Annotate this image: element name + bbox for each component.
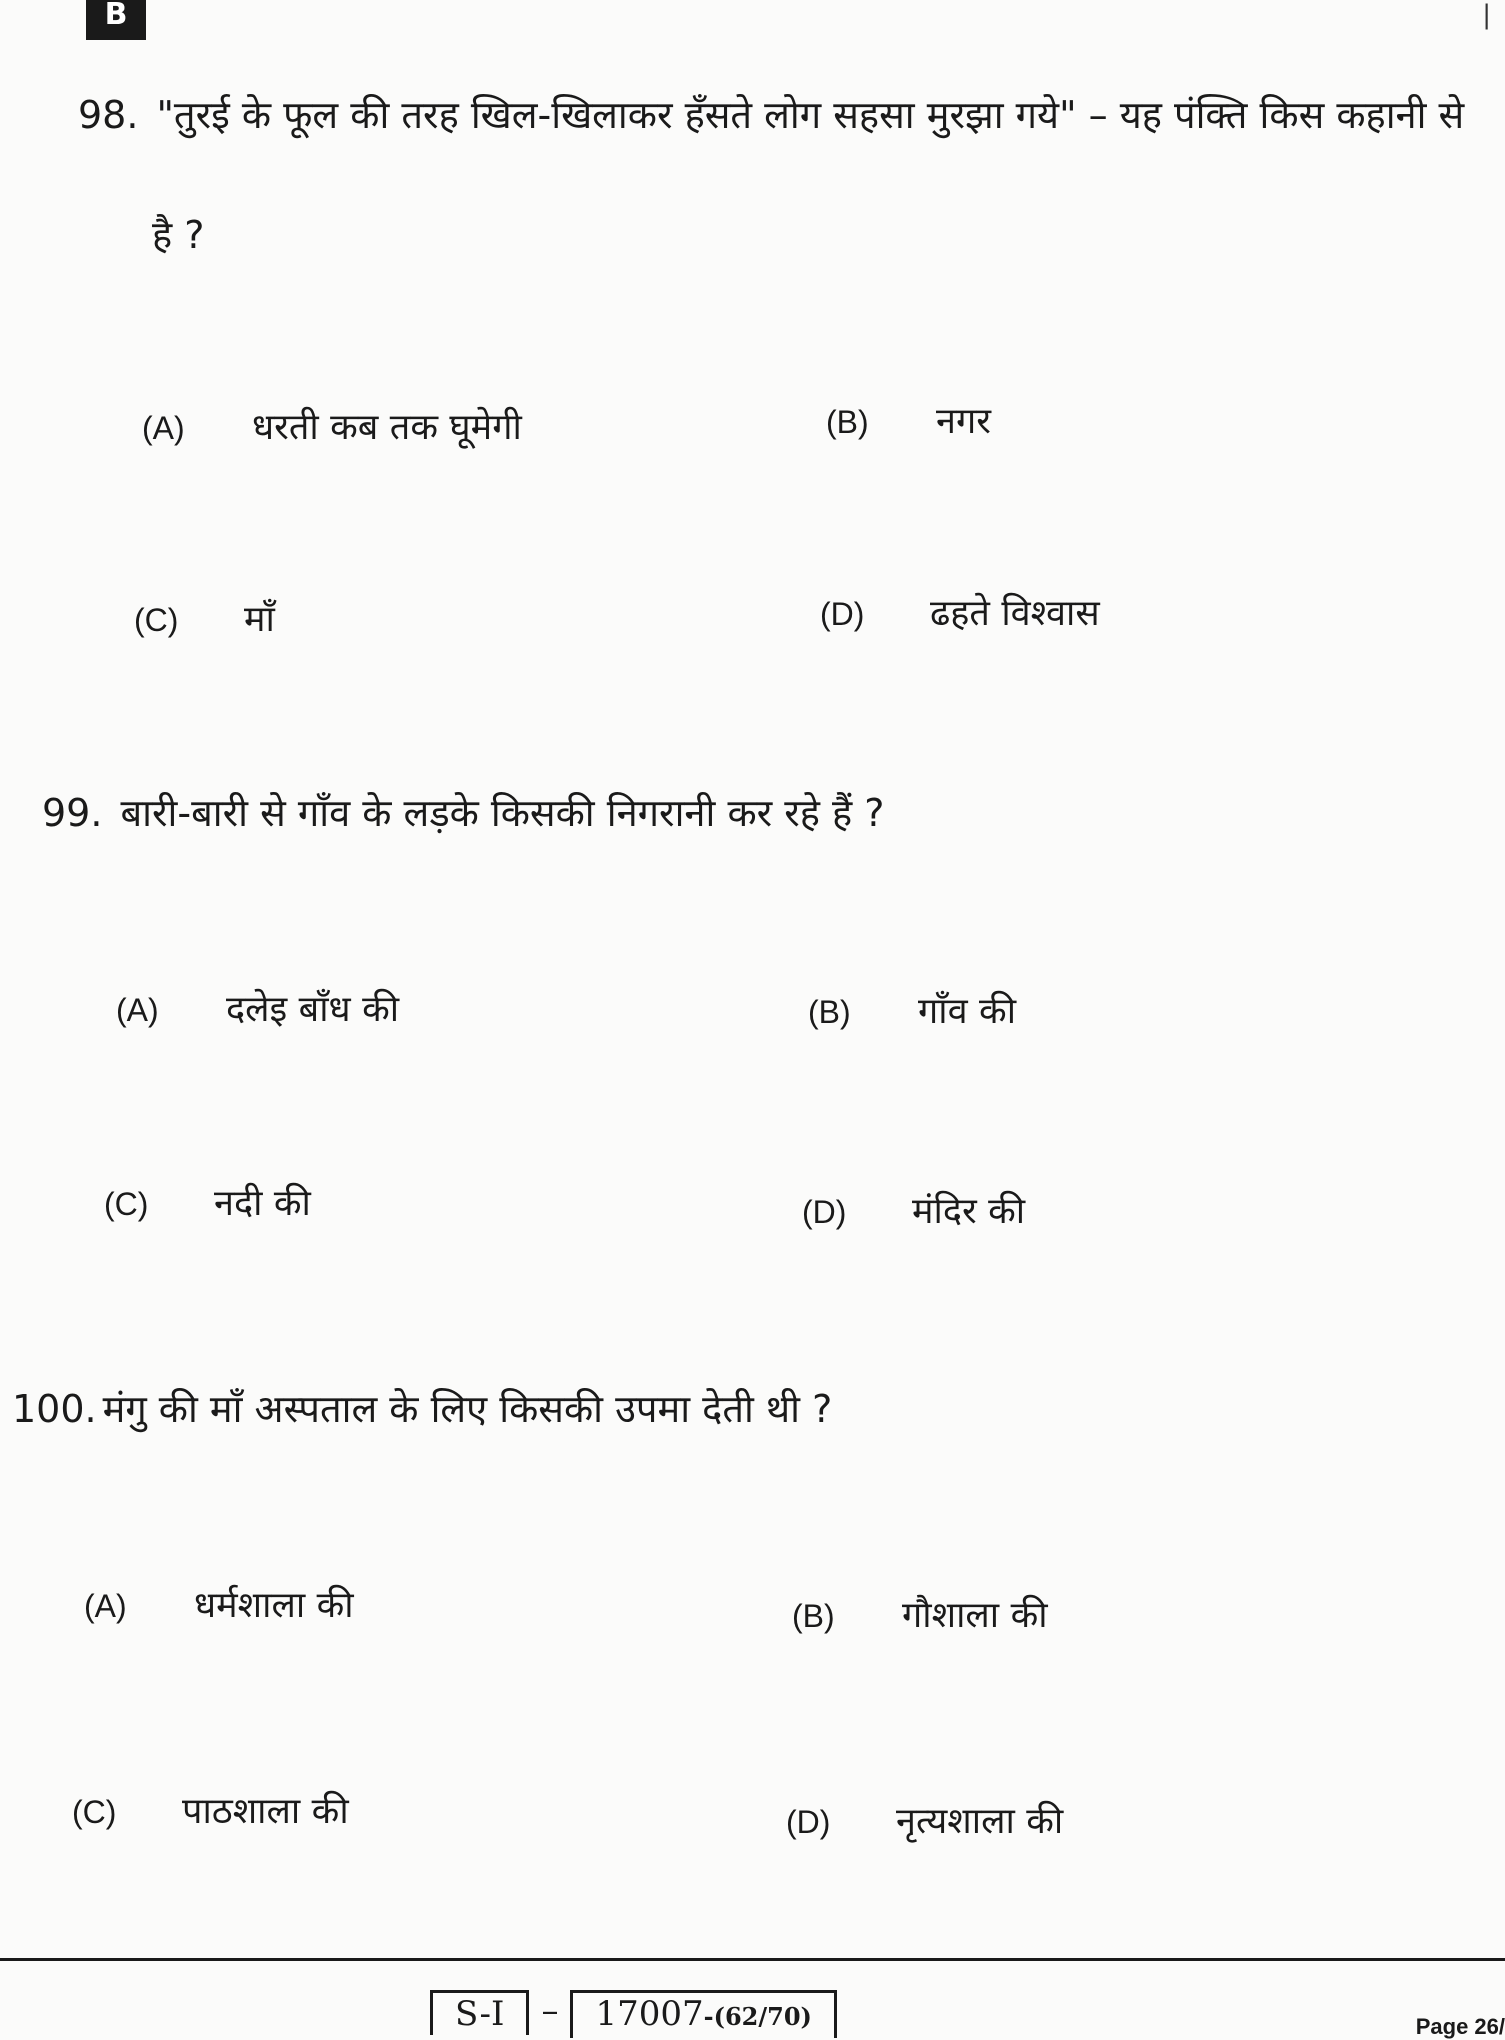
option-text: गाँव की xyxy=(918,991,1017,1032)
question-98 xyxy=(78,92,1464,138)
option-text: मंदिर की xyxy=(912,1191,1026,1232)
set-badge: B xyxy=(86,0,146,40)
question-98-option-a xyxy=(142,406,522,450)
question-99-option-d xyxy=(802,1190,1025,1234)
option-label: (C) xyxy=(72,1794,117,1830)
question-98-continuation: है ? xyxy=(152,213,205,257)
footer-rule xyxy=(0,1958,1505,1961)
question-100-option-c xyxy=(72,1790,349,1834)
question-number: 98. xyxy=(78,93,139,137)
question-100 xyxy=(12,1386,832,1432)
option-text: नदी की xyxy=(214,1183,311,1224)
option-text: नगर xyxy=(936,401,991,442)
option-text: पाठशाला की xyxy=(182,1791,349,1832)
question-100-option-b xyxy=(792,1594,1048,1638)
series-box: S-I xyxy=(430,1990,529,2035)
code-number: 17007 xyxy=(595,1994,704,2034)
paper-code xyxy=(430,1990,837,2034)
question-98-option-d xyxy=(820,592,1100,636)
option-label: (C) xyxy=(104,1186,149,1222)
option-label: (C) xyxy=(134,602,179,638)
code-separator: – xyxy=(541,1991,559,2031)
question-100-option-a xyxy=(84,1584,354,1628)
option-label: (B) xyxy=(826,404,869,440)
question-100-option-d xyxy=(786,1800,1063,1844)
question-number: 100. xyxy=(12,1387,97,1431)
question-99-option-a xyxy=(116,988,399,1032)
corner-mark: | xyxy=(1482,0,1491,30)
option-label: (A) xyxy=(142,410,185,446)
option-text: गौशाला की xyxy=(902,1595,1048,1636)
option-text: धरती कब तक घूमेगी xyxy=(252,407,522,448)
option-label: (D) xyxy=(786,1804,831,1840)
question-99-option-b xyxy=(808,990,1016,1034)
option-text: माँ xyxy=(244,599,275,640)
option-label: (A) xyxy=(84,1588,127,1624)
question-98-option-c xyxy=(134,598,275,642)
option-label: (B) xyxy=(808,994,851,1030)
option-label: (A) xyxy=(116,992,159,1028)
page-number: Page 26/ xyxy=(1415,2014,1505,2039)
option-text: दलेइ बाँध की xyxy=(226,989,400,1030)
question-text: बारी-बारी से गाँव के लड़के किसकी निगरानी कर रहे हैं ? xyxy=(120,791,885,835)
code-suffix: -(62/70) xyxy=(703,2002,812,2031)
code-box xyxy=(570,1990,836,2038)
question-text: मंगु की माँ अस्पताल के लिए किसकी उपमा देती थी ? xyxy=(102,1387,833,1431)
option-label: (D) xyxy=(820,596,865,632)
option-text: नृत्यशाला की xyxy=(896,1801,1064,1842)
question-99-option-c xyxy=(104,1182,311,1226)
option-label: (B) xyxy=(792,1598,835,1634)
question-number: 99. xyxy=(42,791,103,835)
question-text: "तुरई के फूल की तरह खिल-खिलाकर हँसते लोग सहसा मुरझा गये" – यह पंक्ति किस कहानी से xyxy=(156,93,1465,137)
option-text: धर्मशाला की xyxy=(194,1585,354,1626)
question-98-option-b xyxy=(826,400,991,444)
option-label: (D) xyxy=(802,1194,847,1230)
option-text: ढहते विश्वास xyxy=(930,593,1100,634)
question-99 xyxy=(42,790,884,836)
